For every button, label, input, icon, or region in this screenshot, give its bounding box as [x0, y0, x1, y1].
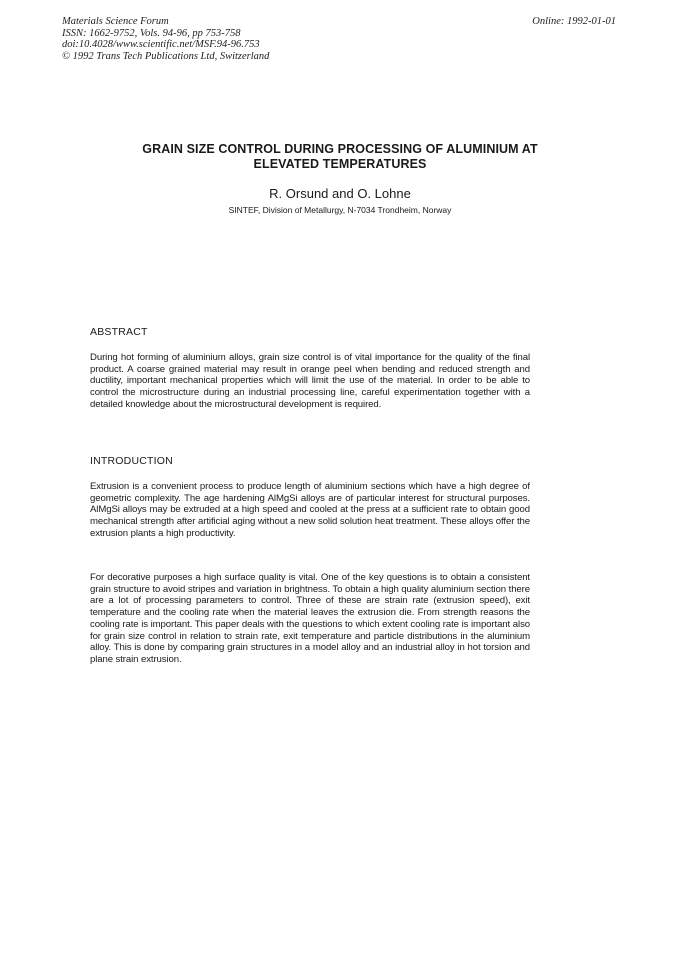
introduction-paragraph-2: For decorative purposes a high surface quality is vital. One of the key questions is to obtain a consistent grain structure to avoid stripes and variation in brightness. To obtain a high quality aluminium section there are a lot of processing parameters to control. Three of these are strain rate (extrusion speed), exit temperature and the cooling rate when the material leaves the extrusion die. From strength reasons the cooling rate is important. This paper deals with the questions to which extent cooling rate is important also for grain size control in relation to strain rate, exit temperature and particle distributions in the aluminium alloy. This is done by comparing grain structures in a model alloy and an industrial alloy in hot torsion and plane strain extrusion. [90, 572, 530, 665]
title-line-1: GRAIN SIZE CONTROL DURING PROCESSING OF ALUMINIUM AT [142, 142, 538, 156]
online-date: Online: 1992-01-01 [532, 16, 616, 27]
copyright-line: © 1992 Trans Tech Publications Ltd, Switzerland [62, 50, 270, 62]
affiliation: SINTEF, Division of Metallurgy, N-7034 Trondheim, Norway [228, 205, 452, 215]
journal-name: Materials Science Forum [62, 16, 169, 27]
abstract-text: During hot forming of aluminium alloys, grain size control is of vital importance for the quality of the final product. A coarse grained material may result in orange peel when bending and reduced strength and ductility, important mechanical properties which will limit the use of the material. In order to be able to control the microstructure during an industrial processing line, careful experimentation together with a detailed knowledge about the microstructural development is required. [90, 352, 530, 410]
publication-info [62, 16, 269, 62]
introduction-heading: INTRODUCTION [90, 455, 173, 467]
doi-line[interactable]: doi:10.4028/www.scientific.net/MSF.94-96.753 [62, 39, 260, 50]
introduction-paragraph-1: Extrusion is a convenient process to produce length of aluminium sections which have a high degree of geometric complexity. The age hardening AlMgSi alloys are of particular interest for structural purposes. AlMgSi alloys may be extruded at a high speed and cooled at the press at a sufficient rate to obtain good mechanical strength after artificial aging without a new solid solution heat treatment. These alloys offer the extrusion plants a high productivity. [90, 481, 530, 539]
paper-title [90, 142, 590, 172]
authors: R. Orsund and O. Lohne [269, 186, 411, 201]
issn-line: ISSN: 1662-9752, Vols. 94-96, pp 753-758 [62, 27, 241, 39]
abstract-heading: ABSTRACT [90, 326, 148, 338]
title-line-2: ELEVATED TEMPERATURES [253, 157, 427, 171]
